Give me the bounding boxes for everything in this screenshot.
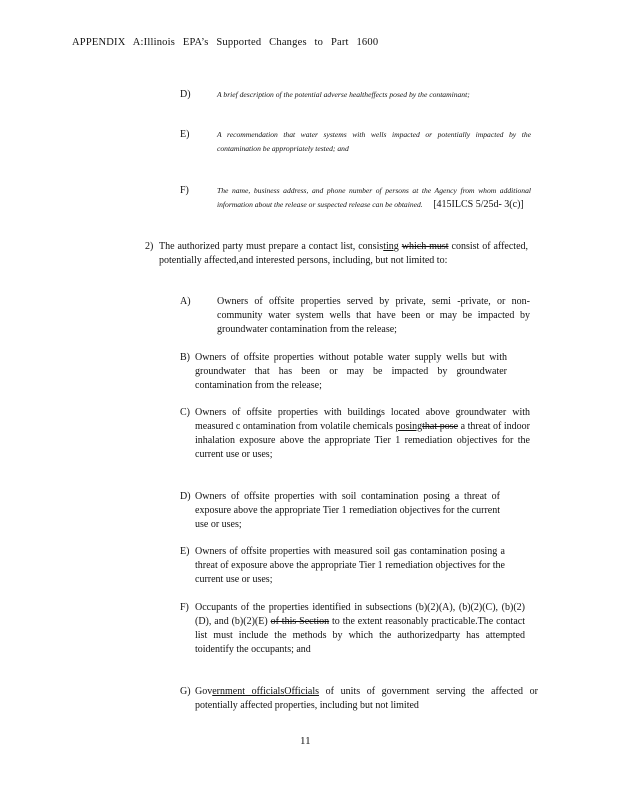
item-text: Owners of offsite properties without potable water supply wells but with groundwater that has been or may be impacted by groundwater contamination from the release; <box>195 352 507 391</box>
item-label: F) <box>180 185 189 196</box>
item-text: of units of government serving the affected or potentially affected properties, including but not limited <box>195 686 538 711</box>
item-text: A recommendation that water systems with wells impacted or potentially impacted by the contamination be appropriately tested; and <box>217 130 531 153</box>
inserted-text: ernment officials <box>212 686 285 697</box>
item-text: to the extent reasonably practicable.The contact list must include the methods by which the authorizedparty has attempted toidentify the occupants; and <box>195 616 525 655</box>
item-text: The authorized party must prepare a contact list, consis <box>159 241 384 252</box>
deleted-text: that pose <box>422 421 459 432</box>
item-label: A) <box>180 296 191 307</box>
item-label: B) <box>180 352 190 363</box>
item-text-block <box>159 240 528 268</box>
item-text-block <box>195 601 525 657</box>
item-text: Gov <box>195 686 213 697</box>
item-text: a threat of indoor inhalation exposure above the appropriate Tier 1 remediation objectives for the current use or uses; <box>195 421 531 460</box>
item-text: Owners of offsite properties with buildings located above groundwater with measured c ontamination from volatile chemicals <box>195 407 530 432</box>
item-text: Occupants of the properties identified in subsections (b)(2)(A), (b)(2)(C), (b)(2)(D), and (b)(2)(E) <box>195 602 525 627</box>
item-text: The name, business address, and phone number of persons at the Agency from whom additional information about the release or suspected release can be obtained. <box>217 186 531 209</box>
item-label: F) <box>180 602 189 613</box>
item-text: Owners of offsite properties with measured soil gas contamination posing a threat of exposure above the appropriate Tier 1 remediation objectives for the current use or uses; <box>195 546 505 585</box>
item-label: D) <box>180 491 191 502</box>
statute-citation: [415ILCS 5/25d- 3(c)] <box>433 199 524 210</box>
inserted-text: posing <box>395 421 423 432</box>
item-text-block <box>195 685 538 713</box>
deleted-text: of this Section <box>270 616 330 627</box>
item-label: E) <box>180 546 190 557</box>
item-text: consist of affected, potentially affected,and interested persons, including, but not limited to: <box>159 241 529 266</box>
deleted-text: which must <box>401 241 449 252</box>
inserted-text: ting <box>383 241 399 252</box>
item-label: D) <box>180 89 191 100</box>
item-text-block <box>217 184 531 212</box>
item-label: 2) <box>145 241 154 252</box>
page-number: 11 <box>300 735 311 747</box>
item-text: Owners of offsite properties served by private, semi -private, or non-community water system wells that have been or may be impacted by groundwater contamination from the release; <box>217 296 530 335</box>
item-text: A brief description of the potential adverse healtheffects posed by the contaminant; <box>217 90 470 99</box>
item-label: E) <box>180 129 190 140</box>
item-text-block <box>195 406 530 462</box>
page-header: APPENDIX A:Illinois EPA’s Supported Changes to Part 1600 <box>72 37 379 48</box>
item-label: C) <box>180 407 190 418</box>
replacement-text: Officials <box>284 686 320 697</box>
item-label: G) <box>180 686 191 697</box>
item-text: Owners of offsite properties with soil contamination posing a threat of exposure above the appropriate Tier 1 remediation objectives for the current use or uses; <box>195 491 500 530</box>
